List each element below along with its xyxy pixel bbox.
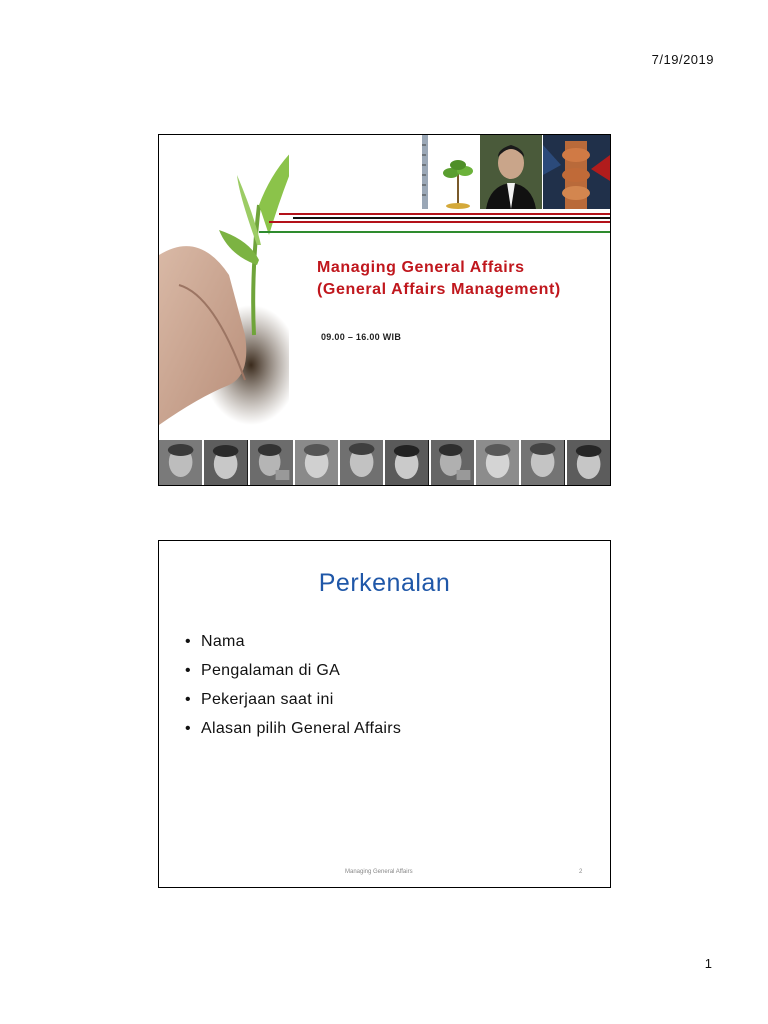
face-photo: [250, 440, 295, 485]
list-item-text: Pengalaman di GA: [201, 662, 341, 679]
bullet-list: [185, 627, 401, 743]
slide-footer: Managing General Affairs: [345, 869, 413, 875]
slide-number: 2: [579, 869, 583, 875]
list-item: • Alasan pilih General Affairs: [185, 720, 402, 737]
face-photo: [385, 440, 430, 485]
face-photo: [476, 440, 521, 485]
red-stripe-2: [269, 221, 610, 223]
red-stripe: [279, 213, 610, 215]
green-stripe: [259, 231, 610, 233]
face-photo: [340, 440, 385, 485]
face-photo: [521, 440, 566, 485]
session-time: 09.00 – 16.00 WIB: [321, 332, 402, 342]
slide-heading: Perkenalan: [318, 569, 451, 597]
list-item: • Pekerjaan saat ini: [185, 691, 334, 708]
face-photo: [204, 440, 249, 485]
face-photo: [567, 440, 610, 485]
face-photo: [159, 440, 204, 485]
businessman-photo: [480, 135, 542, 209]
slide-title-block: [317, 257, 602, 301]
face-photo: [431, 440, 476, 485]
list-item-text: Nama: [201, 633, 245, 650]
list-item: • Pengalaman di GA: [185, 662, 341, 679]
teamwork-hands-photo: [543, 135, 610, 209]
page-date: 7/19/2019: [651, 52, 714, 67]
ruler-image: [415, 135, 437, 209]
slide-introduction: [158, 540, 611, 888]
face-photo: [295, 440, 340, 485]
plant-in-hand-image: [159, 135, 289, 441]
page-number: 1: [704, 956, 712, 971]
face-photo-strip: [159, 440, 610, 485]
list-item: • Nama: [185, 633, 245, 650]
money-tree-image: [437, 135, 479, 209]
slide-title-line-1: Managing General Affairs: [317, 259, 525, 276]
black-stripe: [293, 217, 610, 219]
slide-title: [158, 134, 611, 486]
slide-title-line-2: (General Affairs Management): [317, 281, 561, 298]
list-item-text: Alasan pilih General Affairs: [201, 720, 402, 737]
list-item-text: Pekerjaan saat ini: [201, 691, 334, 708]
